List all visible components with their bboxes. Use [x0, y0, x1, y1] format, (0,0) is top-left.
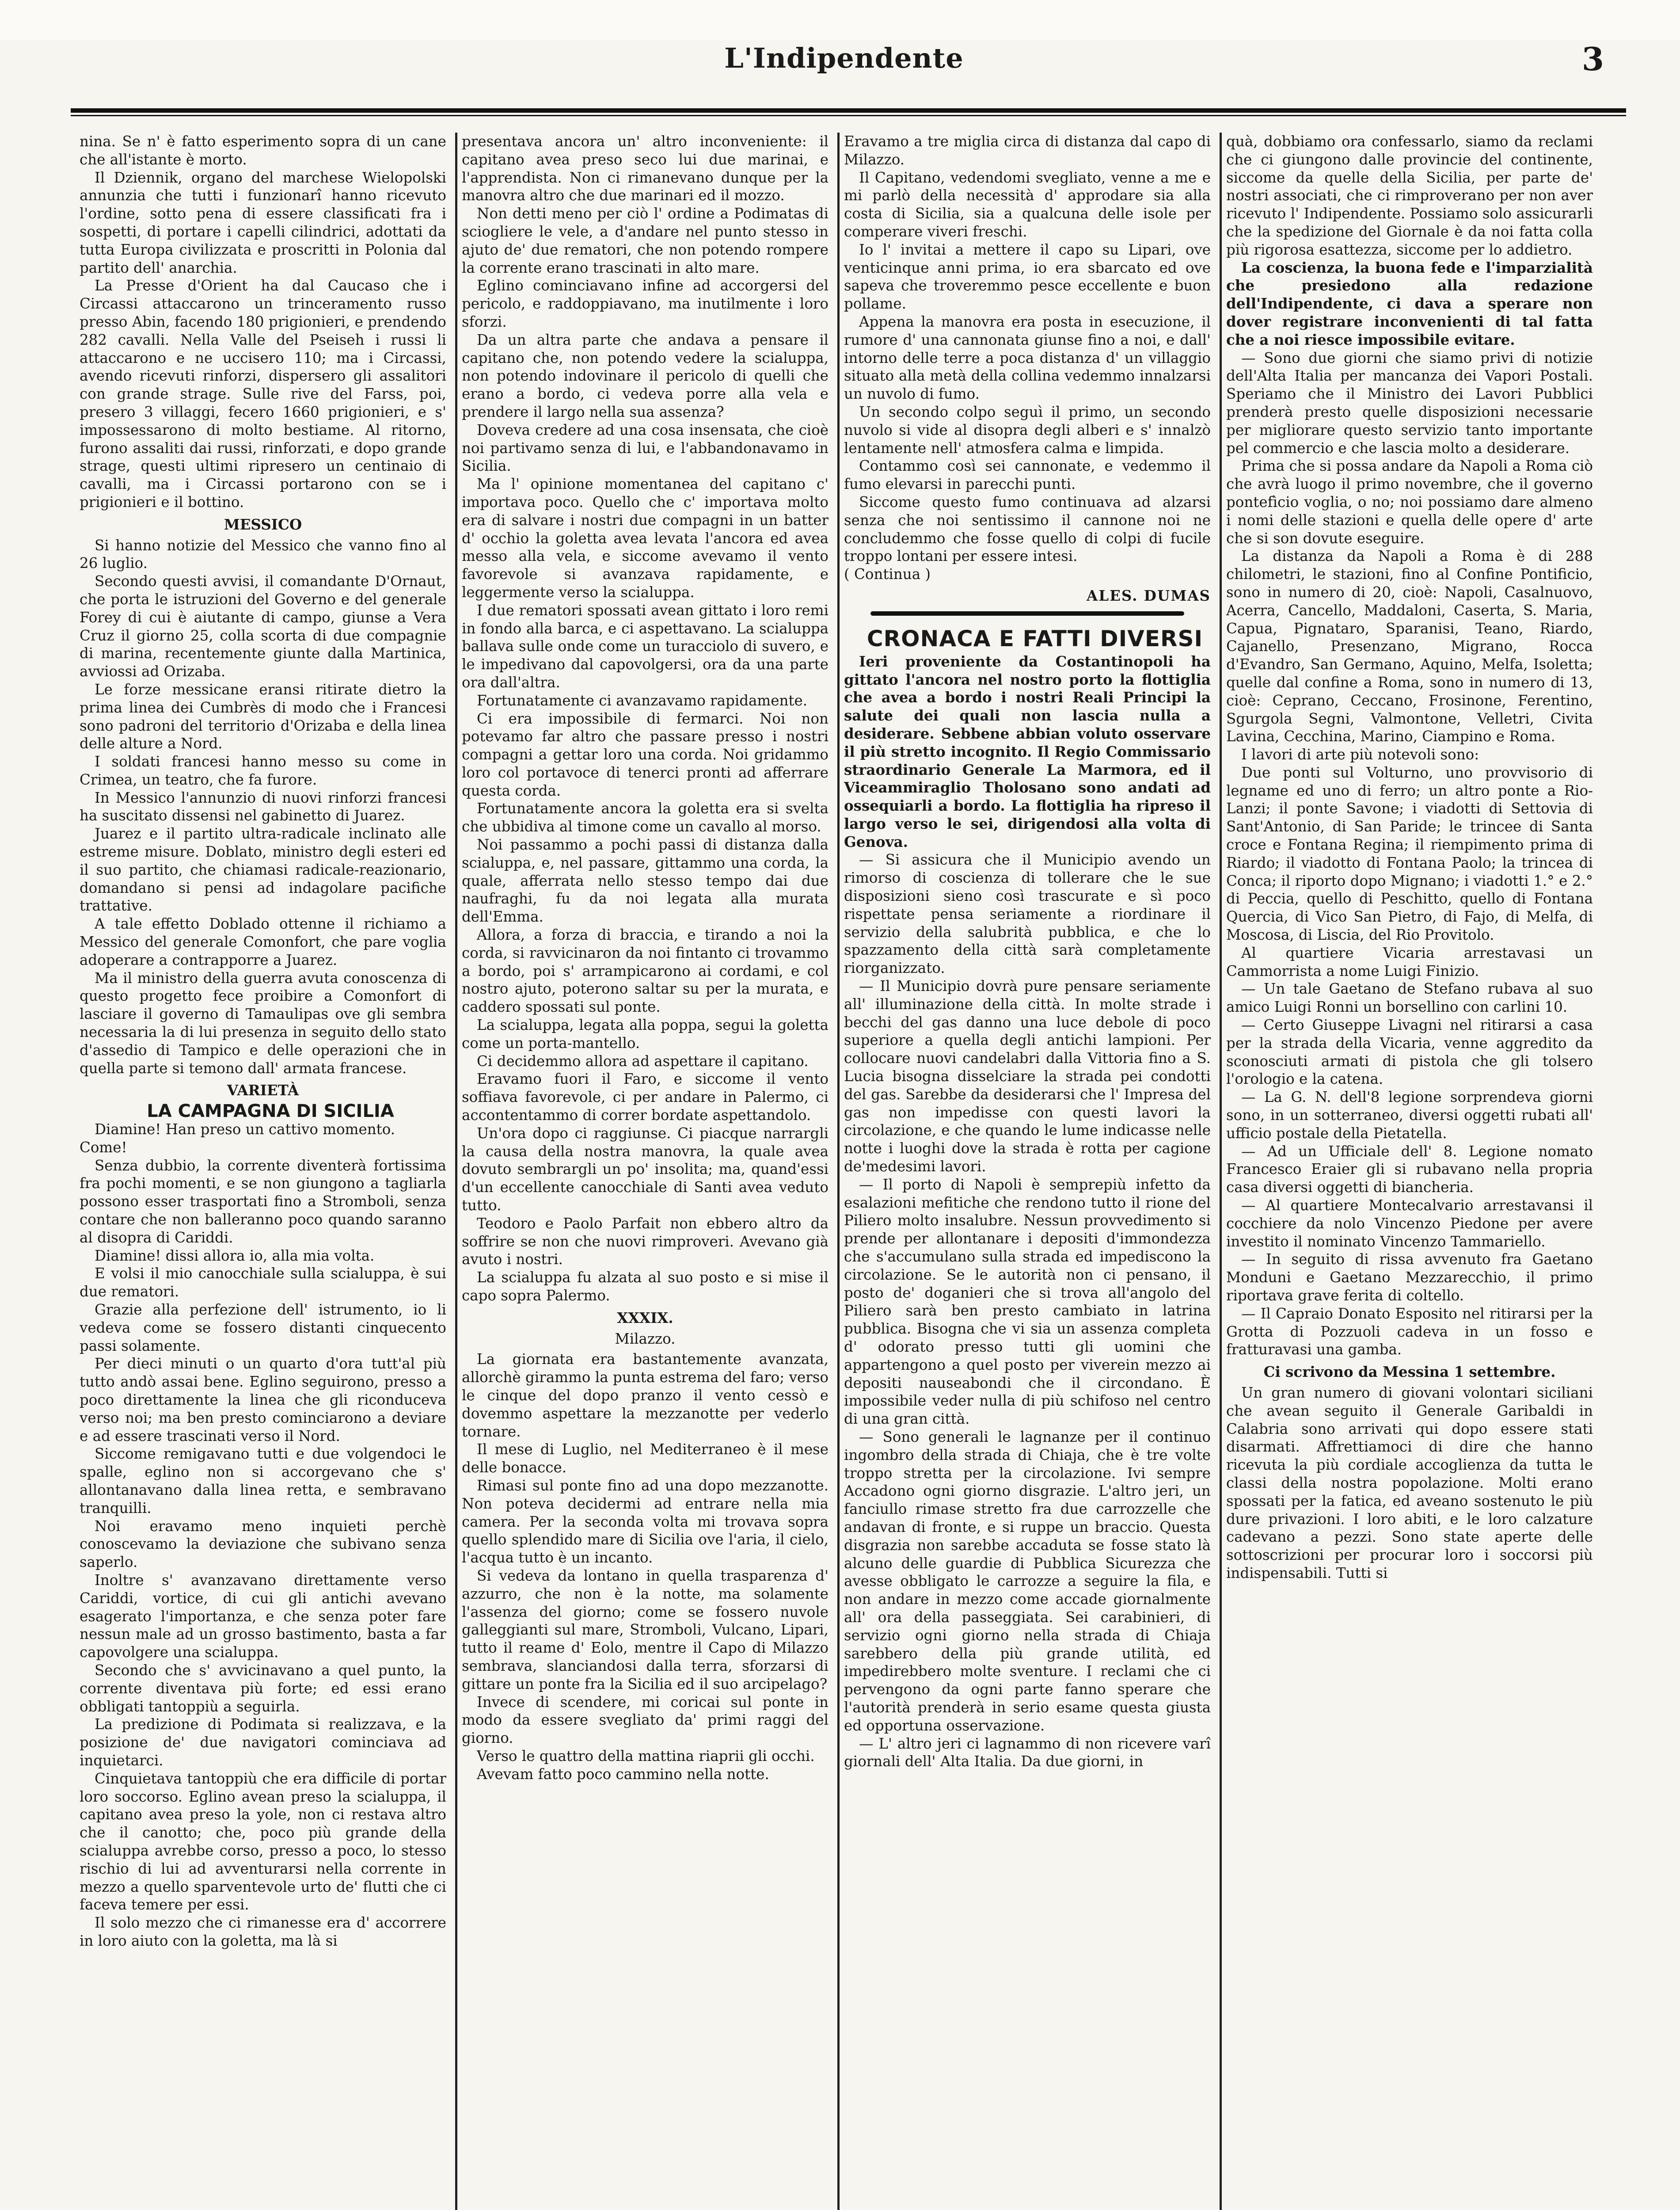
section-rule: [870, 611, 1184, 616]
paragraph: — Sono due giorni che siamo privi di notizie dell'Alta Italia per mancanza dei Vapori Postali. Speriamo che il Ministro dei Lavori Pubblici prenderà presto quelle disposizioni necessarie per migliorare questo servizio tanto importante pel commercio e che lascia molto a desiderare.: [1226, 349, 1593, 457]
paragraph: La scialuppa, legata alla poppa, segui la goletta come un porta-mantello.: [462, 1017, 829, 1052]
paragraph: — Si assicura che il Municipio avendo un rimorso di coscienza di tollerare che le sue disposizioni sieno così trascurate e sì poco rispettate pensa seriamente a riordinare il servizio della salubrità pubblica, e che lo spazzamento della città sarà completamente riorganizzato.: [844, 851, 1211, 977]
paragraph: Ci era impossibile di fermarci. Noi non potevamo far altro che passare presso i nostri compagni a gettar loro una corda. Noi gridammo loro col portavoce di tenerci pronti ad afferrare questa corda.: [462, 710, 829, 799]
paragraph: La predizione di Podimata si realizzava, e la posizione de' due navigatori cominciava ad inquietarci.: [80, 1716, 446, 1769]
paragraph: — In seguito di rissa avvenuto fra Gaetano Monduni e Gaetano Mezzarecchio, il primo riportava grave ferita di coltello.: [1226, 1251, 1593, 1304]
page-number: 3: [1581, 40, 1604, 78]
paragraph: Da un altra parte che andava a pensare il capitano che, non potendo vedere la scialuppa, non potendo indovinare il pericolo di quelli che erano a bordo, ci vedeva porre alla vela e prendere il largo nella sua assenza?: [462, 331, 829, 420]
paragraph: La distanza da Napoli a Roma è di 288 chilometri, le stazioni, fino al Confine Pontificio, sono in numero di 20, cioè: Napoli, Casalnuovo, Acerra, Cancello, Maddaloni, Caserta, S. Maria, Capua, Pignataro, Sparanisi, Teano, Riardo, Cajanello, Presenzano, Migrano, Rocca d'Evandro, San Germano, Aquino, Melfa, Isoletta; quelle dal confine a Roma, sono in numero di 13, cioè: Ceprano, Ceccano, Frosinone, Ferentino, Sgurgola Segni, Valmontone, Velletri, Civita Lavina, Cecchina, Marino, Ciampino e Roma.: [1226, 548, 1593, 745]
paragraph: Noi eravamo meno inquieti perchè conoscevamo la deviazione che subivano senza saperlo.: [80, 1517, 446, 1571]
article-title: LA CAMPAGNA DI SICILIA: [147, 1101, 394, 1122]
paragraph: Secondo questi avvisi, il comandante D'Ornaut, che porta le istruzioni del Governo e del generale Forey di cui è aiutante di campo, giunse a Vera Cruz il giorno 25, colla scorta di due compagnie di marina, recentemente giunte dalla Martinica, avviossi ad Orizaba.: [80, 573, 446, 680]
column-2: [462, 133, 829, 2210]
paragraph: Si hanno notizie del Messico che vanno fino al 26 luglio.: [80, 537, 446, 572]
paragraph: Cinquietava tantoppiù che era difficile di portar loro soccorso. Eglino avean preso la scialuppa, il capitano avea preso la yole, non ci restava altro che il canotto; che, poco più grande della scialuppa avrebbe corso, presso a poco, lo stesso rischio di lui ad avventurarsi nella corrente in mezzo a quello sparventevole urto de' flutti che ci faceva temere per essi.: [80, 1770, 446, 1913]
paragraph: Due ponti sul Volturno, uno provvisorio di legname ed uno di ferro; un altro ponte a Rio-Lanzi; il ponte Savone; i viadotti di Settovia di Sant'Antonio, di San Paride; le trincee di Santa croce e Fontana Regina; il riempimento prima di Riardo; il viadotto di Fontana Paolo; la trincea di Conca; il riporto dopo Mignano; i viadotti 1.° e 2.° di Peccia, quello di Peschitto, quello di Fontana Quercia, di Vico San Pietro, di Fajo, di Melfa, di Moscosa, di Liscia, del Rio Provitolo.: [1226, 764, 1593, 944]
paragraph: La Presse d'Orient ha dal Caucaso che i Circassi attaccarono un trinceramento russo presso Abin, facendo 180 prigionieri, e prendendo 282 cavalli. Nella Valle del Pseiseh i russi li attaccarono e ne uccisero 110; ma i Circassi, avendo ricevuti rinforzi, dispersero gli assalitori con grande strage. Sulle rive del Farss, poi, presero 3 villaggi, fecero 1660 prigionieri, e s' impossessarono di molto bestiame. Al ritorno, furono assaliti dai russi, rinforzati, e dopo grande strage, questi ultimi ripresero un centinaio di cavalli, ma i Circassi portarono con se i prigionieri e il bottino.: [80, 277, 446, 511]
paragraph: Ci decidemmo allora ad aspettare il capitano.: [477, 1052, 809, 1070]
paragraph: Le forze messicane eransi ritirate dietro la prima linea dei Cumbrès di modo che i Francesi sono padroni del territorio d'Orizaba e della linea delle alture a Nord.: [80, 681, 446, 752]
paragraph: Ma il ministro della guerra avuta conoscenza di questo progetto fece proibire a Comonfort di lasciare il governo di Tamaulipas ove gli sembra necessaria la di lui presenza in seguito dello stato d'assedio di Tampico e delle operazioni che in quella parte si temono dall' armata francese.: [80, 969, 446, 1077]
section-heading: MESSICO: [224, 515, 302, 533]
section-heading: XXXIX.: [617, 1309, 673, 1326]
paragraph: E volsi il mio canocchiale sulla scialuppa, è sui due rematori.: [80, 1265, 446, 1300]
column-separator: [1220, 133, 1222, 2210]
lead-paragraph: La coscienza, la buona fede e l'imparzialità che presiedono alla redazione dell'Indipendente, ci dava a sperare non dover registrare inconvenienti di tal fatta che a noi riesce impossibile evitare.: [1226, 259, 1593, 348]
paragraph: In Messico l'annunzio di nuovi rinforzi francesi ha suscitato dissensi nel gabinetto di Juarez.: [80, 789, 446, 824]
page-top-margin: [0, 0, 1680, 40]
paragraph: I lavori di arte più notevoli sono:: [1241, 746, 1479, 763]
paragraph: Il mese di Luglio, nel Mediterraneo è il mese delle bonacce.: [462, 1441, 829, 1476]
continued-note: ( Continua ): [844, 566, 931, 583]
paragraph: Eravamo fuori il Faro, e siccome il vento soffiava favorevole, ci per andare in Palermo, ci accontentammo di correr bordate aspettandolo.: [462, 1071, 829, 1124]
paragraph: Al quartiere Vicaria arrestavasi un Cammorrista a nome Luigi Finizio.: [1226, 944, 1593, 979]
paragraph: Diamine! dissi allora io, alla mia volta.: [95, 1247, 375, 1264]
paragraph-continued: presentava ancora un' altro inconveniente: il capitano avea preso seco lui due marinai, e l'apprendista. Non ci rimanevano dunque per la manovra altro che due marinari ed il mozzo.: [462, 133, 829, 204]
paragraph: Ma l' opinione momentanea del capitano c' importava poco. Quello che c' importava molto era di salvare i nostri due compagni in un batter d' occhio la goletta avea levata l'ancora ed avea messo alla vela, e siccome avevamo il vento favorevole si avanzava rapidamente, e leggermente verso la scialuppa.: [462, 476, 829, 601]
paragraph: Fortunatamente ci avanzavamo rapidamente.: [477, 692, 808, 709]
paragraph: — Il Municipio dovrà pure pensare seriamente all' illuminazione della città. In molte strade i becchi del gas danno una luce debole di poco superiore a quella degli antichi lampioni. Per collocare nuovi candelabri dalla Vittoria fino a S. Lucia bisogna disselciare la strada pei condotti del gas. Sarebbe da desiderarsi che l' Impresa del gas non impedisse con questi lavori la circolazione, e che quando le lume indicasse nelle notte i luoghi dove la strada è rotta per cagione de'medesimi lavori.: [844, 978, 1211, 1175]
header-rule-thick: [71, 108, 1626, 113]
paragraph: Doveva credere ad una cosa insensata, che cioè noi partivamo senza di lui, e l'abbandonavamo in Sicilia.: [462, 421, 829, 475]
paragraph: — L' altro jeri ci lagnammo di non ricevere varî giornali dell' Alta Italia. Da due giorni, in: [844, 1735, 1211, 1770]
paragraph-continued: Eravamo a tre miglia circa di distanza dal capo di Milazzo.: [844, 133, 1211, 168]
paragraph: Verso le quattro della mattina riaprii gli occhi.: [477, 1747, 815, 1764]
paragraph: Per dieci minuti o un quarto d'ora tutt'al più tutto andò assai bene. Eglino seguirono, presso a poco direttamente la linea che gli riconduceva verso noi; ma ben presto cominciarono a deviare e ad essere trascinati verso il Nord.: [80, 1355, 446, 1444]
paragraph: Prima che si possa andare da Napoli a Roma ciò che avrà luogo il primo novembre, che il governo pontefìcio voglia, o no; noi possiamo dare almeno i nomi delle stazioni e quella delle opere d' arte che si son dovute eseguire.: [1226, 457, 1593, 547]
paragraph: — Un tale Gaetano de Stefano rubava al suo amico Luigi Ronni un borsellino con carlini 10.: [1226, 980, 1593, 1016]
paragraph: Diamine! Han preso un cattivo momento.: [95, 1121, 395, 1138]
column-separator: [455, 133, 457, 2210]
paragraph: — Sono generali le lagnanze per il continuo ingombro della strada di Chiaja, che è tre volte troppo stretta per la circolazione. Ivi sempre Accadono ogni giorno disgrazie. L'altro jeri, un fanciullo rimase stretto fra due carrozzelle che andavan di fronte, e si ruppe un braccio. Questa disgrazia non sarebbe accaduta se fosse stato là alcuno delle guardie di Pubblica Sicurezza che avesse obbligato le carrozze a seguire la fila, e non andare in mezzo come accade giornalmente all' ora della passeggiata. Sei carabinieri, di servizio ogni giorno nella strada di Chiaja sarebbero della più grande utilità, ed impedirebbero molte sventure. I reclami che ci pervengono da ogni parte fanno sperare che l'autorità prenderà in serio esame questa giusta ed opportuna osservazione.: [844, 1428, 1211, 1734]
sub-heading: Milazzo.: [615, 1330, 676, 1347]
paragraph: Eglino cominciavano infine ad accorgersi del pericolo, e raddoppiavano, ma inutilmente i loro sforzi.: [462, 277, 829, 330]
paragraph: Teodoro e Paolo Parfait non ebbero altro da soffrire se non che nuovi rimproveri. Avevano già avuto i nostri.: [462, 1215, 829, 1268]
paragraph: Si vedeva da lontano in quella trasparenza d' azzurro, che non è la notte, ma solamente l'assenza del giorno; come se fossero nuvole galleggianti sul mare, Stromboli, Vulcano, Lipari, tutto il reame d' Eolo, mentre il Capo di Milazzo sembrava, slanciandosi dalla terra, sforzarsi di gittare un ponte fra la Sicilia ed il suo arcipelago?: [462, 1567, 829, 1692]
paragraph-continued: nina. Se n' è fatto esperimento sopra di un cane che all'istante è morto.: [80, 133, 446, 168]
byline: ALES. DUMAS: [1087, 587, 1211, 604]
paragraph: La giornata era bastantemente avanzata, allorchè girammo la punta estrema del faro; verso le cinque del dopo pranzo il vento cessò e dovemmo aspettare la mezzanotte per vederlo tornare.: [462, 1351, 829, 1440]
paragraph: — Il porto di Napoli è semprepiù infetto da esalazioni mefitiche che rendono tutto il rione del Piliero molto insalubre. Nessun provvedimento si prende per allontanare i depositi d'immondezza che s'accumulano sulla strada ed impediscono la circolazione. Se le autorità non ci pensano, il posto de' doganieri che si trova all'angolo del Piliero sarà ben presto cambiato in latrina pubblica. Bisogna che vi sia un assenza completa d' odorato presso tutti gli uomini che appartengono a quel posto per viverein mezzo ai depositi nauseabondi che il circondano. È impossibile veder nulla di più schifoso nel centro di una gran città.: [844, 1176, 1211, 1428]
paragraph: Il Dziennik, organo del marchese Wielopolski annunzia che tutti i funzionarî hanno ricevuto l'ordine, sotto pena di essere classificati fra i sospetti, di portare i capelli cilindrici, adottati da tutta Europa civilizzata e proscritti in Polonia dal partito dell' anarchia.: [80, 169, 446, 276]
paragraph-continued: quà, dobbiamo ora confessarlo, siamo da reclami che ci giungono dalle provincie del continente, siccome da quelle della Sicilia, per parte de' nostri associati, che ci rimproverano per non aver ricevuto l' Indipendente. Possiamo solo assicurarli che la spedizione del Giornale è da noi fatta colla più rigorosa esattezza, siccome per lo addietro.: [1226, 133, 1593, 258]
paragraph: Siccome remigavano tutti e due volgendoci le spalle, eglino non si accorgevano che s' allontanavano dalla linea retta, e sembravano tranquilli.: [80, 1445, 446, 1517]
paragraph: Invece di scendere, mi coricai sul ponte in modo da essere svegliato da' primi raggi del giorno.: [462, 1693, 829, 1747]
paragraph: — La G. N. dell'8 legione sorprendeva giorni sono, in un sotterraneo, diversi oggetti rubati all' ufficio postale della Pietatella.: [1226, 1089, 1593, 1142]
section-heading: Ci scrivono da Messina 1 settembre.: [1263, 1363, 1556, 1381]
section-heading: VARIETÀ: [227, 1082, 299, 1099]
paragraph: Grazie alla perfezione dell' istrumento, io li vedeva come se fossero distanti cinquecento passi solamente.: [80, 1301, 446, 1354]
masthead: [84, 40, 1604, 78]
paragraph: Inoltre s' avanzavano direttamente verso Cariddi, vortice, di cui gli antichi avevano esagerato l'importanza, e che senza poter fare nessun male ad un grosso bastimento, basta a far capovolgere una scialuppa.: [80, 1571, 446, 1661]
paragraph: Rimasi sul ponte fino ad una dopo mezzanotte. Non poteva decidermi ad entrare nella mia camera. Per la seconda volta mi trovava sopra quello splendido mare di Sicilia ove l'aria, il cielo, l'acqua tutto è un incanto.: [462, 1477, 829, 1566]
paragraph: I due rematori spossati avean gittato i loro remi in fondo alla barca, e ci aspettavano. La scialuppa ballava sulle onde come un turacciolo di suvero, e le impedivano dal capovolgersi, ora da una parte ora dall'altra.: [462, 602, 829, 691]
paragraph: Allora, a forza di braccia, e tirando a noi la corda, si ravvicinaron da noi fintanto ci trovammo a bordo, poi s' arrampicarono ai cordami, e col nostro ajuto, poterono saltar su per la murata, e caddero spossati sul ponte.: [462, 926, 829, 1016]
paragraph: Juarez e il partito ultra-radicale inclinato alle estreme misure. Doblato, ministro degli esteri ed il suo partito, che chiamasi radicale-reazionario, domandano si pensi ad indagolare pacifiche trattative.: [80, 825, 446, 914]
lead-paragraph: Ieri proveniente da Costantinopoli ha gittato l'ancora nel nostro porto la flottiglia che avea a bordo i nostri Reali Principi la salute dei quali non lascia nulla a desiderare. Sebbene abbian voluto osservare il più stretto incognito. Il Regio Commissario straordinario Generale La Marmora, ed il Viceammiraglio Tholosano sono andati ad ossequiarli a bordo. La flottiglia ha ripreso il largo verso le sei, dirigendosi alla volta di Genova.: [844, 652, 1211, 850]
paragraph: Un gran numero di giovani volontari siciliani che avean seguito il Generale Garibaldi in Calabria sono arrivati qui dopo essere stati disarmati. Affrettiamoci di dire che hanno ricevuta la più cordiale accoglienza da tutta le classi della nostra popolazione. Molti erano spossati per la fatica, ed aveano sostenuto le più dure privazioni. I loro abiti, e le loro calzature cadevano a pezzi. Sono state aperte delle sottoscrizioni per procurar loro i soccorsi più indispensabili. Tutti si: [1226, 1384, 1593, 1581]
paragraph: Siccome questo fumo continuava ad alzarsi senza che noi sentissimo il cannone noi ne concludemmo che fosse quello di colpi di fucile troppo lontani per essere intesi.: [844, 493, 1211, 565]
column-1: [80, 133, 446, 2210]
paragraph: Io l' invitai a mettere il capo su Lipari, ove venticinque anni prima, io era sbarcato ed ove sapeva che troveremmo pesce eccellente e buon pollame.: [844, 241, 1211, 312]
section-title: CRONACA E FATTI DIVERSI: [867, 625, 1203, 652]
paragraph: Avevam fatto poco cammino nella notte.: [477, 1765, 769, 1783]
header-rule-thin: [71, 115, 1626, 116]
column-3: [844, 133, 1211, 2210]
paragraph: Senza dubbio, la corrente diventerà fortissima fra pochi momenti, e se non giungono a tagliarla possono esser trasportati fino a Stromboli, senza contare che non balleranno poco quando saranno al disopra di Cariddi.: [80, 1157, 446, 1246]
column-4: [1226, 133, 1593, 2210]
paragraph: Il solo mezzo che ci rimanesse era d' accorrere in loro aiuto con la goletta, ma là si: [80, 1914, 446, 1949]
paragraph: I soldati francesi hanno messo su come in Crimea, un teatro, che fa furore.: [80, 753, 446, 788]
paragraph: Un secondo colpo seguì il primo, un secondo nuvolo si vide al disopra degli alberi e s' innalzò lentamente nell' atmosfera calma e limpida.: [844, 403, 1211, 457]
paragraph: Contammo così sei cannonate, e vedemmo il fumo elevarsi in parecchi punti.: [844, 457, 1211, 493]
paragraph: A tale effetto Doblado ottenne il richiamo a Messico del generale Comonfort, che pare voglia adoperare a contrapporre a Juarez.: [80, 915, 446, 968]
paragraph: Appena la manovra era posta in esecuzione, il rumore d' una cannonata giunse fino a noi, e dall' intorno delle terre a poca distanza d' un villaggio situato alla metà della collina vedemmo innalzarsi un nuvolo di fumo.: [844, 313, 1211, 403]
paragraph: Il Capitano, vedendomi svegliato, venne a me e mi parlò della necessità d' approdare sia alla costa di Sicilia, sia a qualcuna delle isole per comperare viveri freschi.: [844, 169, 1211, 240]
paragraph: — Ad un Ufficiale dell' 8. Legione nomato Francesco Eraier gli si rubavano nella propria casa diversi oggetti di biancheria.: [1226, 1143, 1593, 1196]
paragraph-continued: Come!: [80, 1139, 127, 1156]
paragraph: Fortunatamente ancora la goletta era si svelta che ubbidiva al timone come un cavallo al morso.: [462, 800, 829, 835]
paragraph: Noi passammo a pochi passi di distanza dalla scialuppa, e, nel passare, gittammo una corda, la quale, afferrata nello stesso tempo dai due naufraghi, fu da noi legata alla murata dell'Emma.: [462, 836, 829, 926]
newspaper-title: L'Indipendente: [724, 42, 964, 74]
column-separator: [837, 133, 840, 2210]
paragraph: Non detti meno per ciò l' ordine a Podimatas di sciogliere le vele, a d'andare nel punto stesso in ajuto de' due rematori, che non potendo rompere la corrente erano trascinati in alto mare.: [462, 205, 829, 276]
paragraph: La scialuppa fu alzata al suo posto e si mise il capo sopra Palermo.: [462, 1269, 829, 1304]
paragraph: — Al quartiere Montecalvario arrestavansi il cocchiere da nolo Vincenzo Piedone per avere investito il nominato Vincenzo Tammariello.: [1226, 1197, 1593, 1250]
paragraph: — Certo Giuseppe Livagni nel ritirarsi a casa per la strada della Vicaria, venne aggredito da sconosciuti armati di pistola che gli tolsero l'orologio e la catena.: [1226, 1017, 1593, 1088]
paragraph: — Il Capraio Donato Esposito nel ritirarsi per la Grotta di Pozzuoli cadeva in un fosso e fratturavasi una gamba.: [1226, 1305, 1593, 1358]
paragraph: Un'ora dopo ci raggiunse. Ci piacque narrargli la causa della nostra manovra, la quale avea dovuto sembrargli un po' insolita; ma, quand'essi d'un eccellente canocchiale di Santi avea veduto tutto.: [462, 1124, 829, 1214]
paragraph: Secondo che s' avvicinavano a quel punto, la corrente diventava più forte; ed essi erano obbligati tantoppiù a seguirla.: [80, 1661, 446, 1715]
